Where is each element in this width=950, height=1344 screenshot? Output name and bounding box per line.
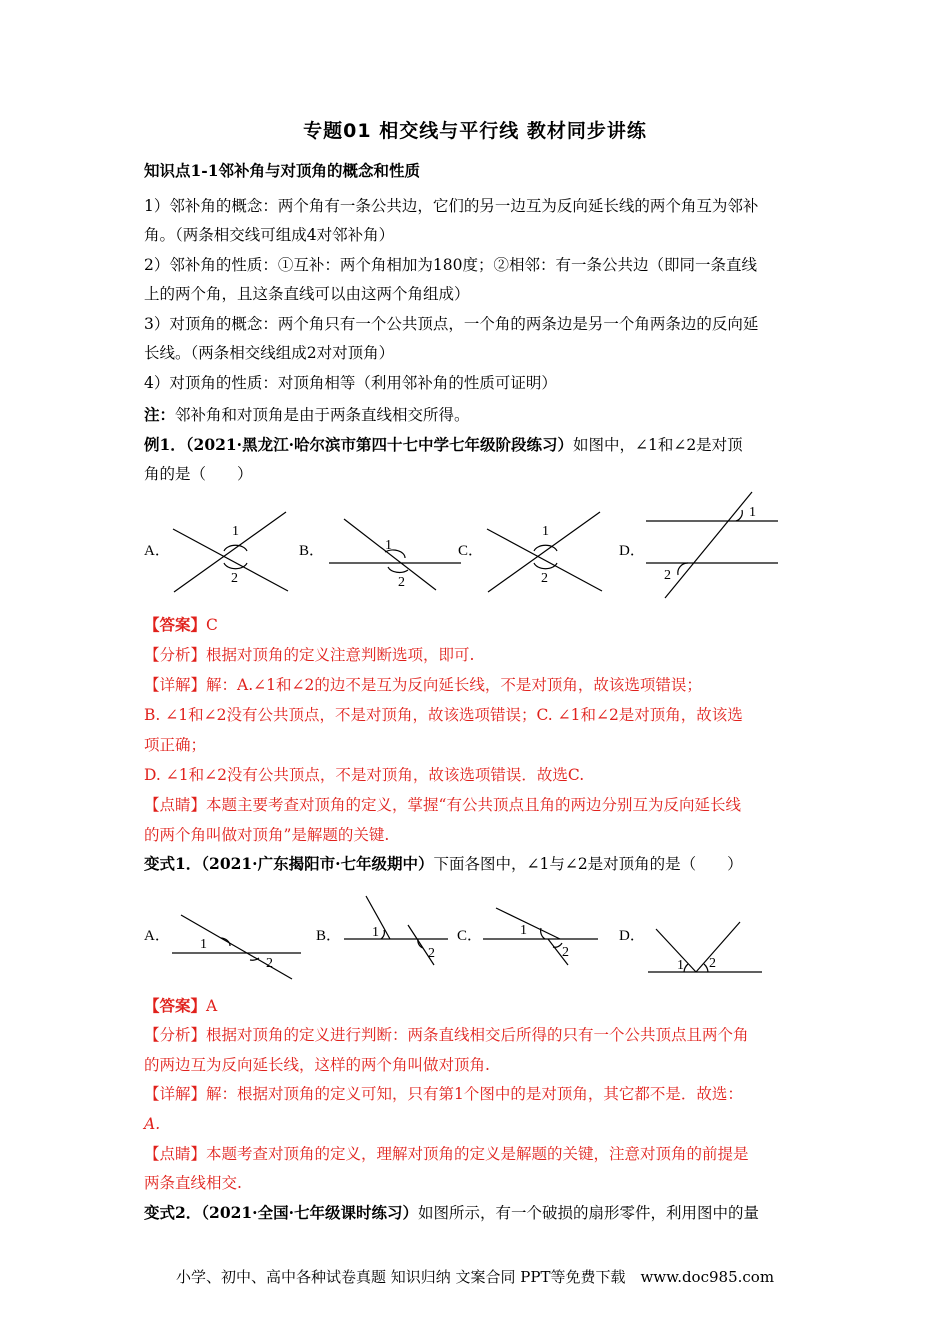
v1-C-label-2: 2 — [562, 945, 569, 960]
v1-comment-1 — [144, 1143, 814, 1165]
ex1-C-arc-bottom — [534, 563, 557, 569]
variant2-question — [144, 1202, 814, 1224]
knowledge-p3b: 长线。（两条相交线组成2对对顶角） — [144, 344, 395, 362]
variant2-source: （2021·全国·七年级课时练习） — [201, 1203, 418, 1222]
v1-analysis-1 — [144, 1024, 814, 1046]
knowledge-heading: 知识点1-1邻补角与对顶角的概念和性质 — [144, 161, 421, 180]
v1-analysis-text-1: 根据对顶角的定义进行判断：两条直线相交后所得的只有一个公共顶点且两个角 — [206, 1026, 749, 1044]
ex1-answer — [144, 614, 814, 636]
ex1-C-label-2: 2 — [541, 571, 548, 586]
v1-detail-tag: 【详解】 — [144, 1085, 207, 1103]
knowledge-p2b: 上的两个角，且这条直线可以由这两个角组成） — [144, 285, 470, 303]
ex1-answer-tag: 【答案】 — [144, 615, 207, 634]
ex1-A-line2 — [174, 512, 286, 592]
v1-option-b: B． — [316, 928, 342, 944]
variant1-label: 变式1． — [144, 854, 202, 873]
ex1-B-diagonal — [344, 519, 436, 590]
ex1-C-label-1: 1 — [542, 524, 549, 539]
ex1-option-d: D． — [619, 543, 645, 559]
ex1-option-a: A． — [144, 543, 170, 559]
v1-option-d: D． — [619, 928, 645, 944]
knowledge-p1b: 角。（两条相交线可组成4对邻补角） — [144, 226, 395, 244]
ex1-detail-text-1: 解：A.∠1和∠2的边不是互为反向延长线，不是对顶角，故该选项错误； — [206, 676, 702, 694]
ex1-B-label-2: 2 — [398, 575, 405, 590]
v1-detail-2: A. — [144, 1115, 161, 1133]
v1-B-label-1: 1 — [372, 925, 379, 940]
v1-C-diagonal — [496, 908, 560, 939]
ex1-detail-1 — [144, 674, 814, 696]
page-title: 专题01 相交线与平行线 教材同步讲练 — [303, 120, 647, 142]
ex1-detail-tag: 【详解】 — [144, 676, 207, 694]
note-label: 注： — [144, 405, 176, 424]
ex1-detail-3: 项正确； — [144, 736, 207, 754]
v1-D-right — [696, 922, 740, 972]
ex1-analysis-text: 根据对顶角的定义注意判断选项，即可. — [206, 646, 475, 664]
v1-analysis-tag: 【分析】 — [144, 1026, 207, 1044]
note-text: 邻补角和对顶角是由于两条直线相交所得。 — [175, 406, 470, 424]
knowledge-p3a: 3）对顶角的概念：两个角只有一个公共顶点，一个角的两条边是另一个角两条边的反向延 — [144, 315, 759, 333]
v1-D-arc-right — [704, 964, 708, 972]
ex1-analysis-tag: 【分析】 — [144, 646, 207, 664]
ex1-analysis — [144, 644, 814, 666]
v1-option-a: A． — [144, 928, 170, 944]
v1-comment-text-1: 本题考查对顶角的定义，理解对顶角的定义是解题的关键，注意对顶角的前提是 — [206, 1145, 749, 1163]
variant2-label: 变式2． — [144, 1203, 202, 1222]
v1-A-diagonal — [181, 915, 292, 979]
v1-D-arc-left — [684, 964, 688, 972]
v1-answer-value: A — [206, 997, 218, 1015]
ex1-C-arc-top — [534, 545, 557, 551]
ex1-comment-2: 的两个角叫做对顶角”是解题的关键. — [144, 826, 390, 844]
page-footer: 小学、初中、高中各种试卷真题 知识归纳 文案合同 PPT等免费下载 www.doc985.com — [175, 1268, 775, 1286]
example1-question-line2: 角的是（ ） — [144, 465, 253, 483]
variant1-source: （2021·广东揭阳市·七年级期中） — [201, 854, 434, 873]
knowledge-note — [144, 404, 814, 426]
ex1-option-c: C． — [458, 543, 484, 559]
example1-question-line1 — [144, 434, 814, 456]
example1-figures — [0, 490, 950, 605]
ex1-comment-tag: 【点睛】 — [144, 796, 207, 814]
v1-D-label-2: 2 — [709, 956, 716, 971]
variant1-question-text: 下面各图中，∠1与∠2是对顶角的是（ ） — [433, 855, 743, 873]
v1-comment-tag: 【点睛】 — [144, 1145, 207, 1163]
v1-comment-2: 两条直线相交. — [144, 1174, 242, 1192]
knowledge-p4: 4）对顶角的性质：对顶角相等（利用邻补角的性质可证明） — [144, 374, 557, 392]
v1-C-label-1: 1 — [520, 923, 527, 938]
v1-answer — [144, 995, 814, 1017]
ex1-A-label-1: 1 — [232, 524, 239, 539]
v1-A-label-1: 1 — [200, 937, 207, 952]
ex1-D-arc-top — [736, 510, 742, 521]
v1-D-label-1: 1 — [677, 958, 684, 973]
variant2-question-text: 如图所示，有一个破损的扇形零件，利用图中的量 — [417, 1204, 759, 1222]
ex1-A-arc-bottom — [224, 563, 247, 569]
ex1-A-label-2: 2 — [231, 571, 238, 586]
ex1-comment-1 — [144, 794, 814, 816]
ex1-D-label-2: 2 — [664, 568, 671, 583]
ex1-detail-2: B. ∠1和∠2没有公共顶点，不是对顶角，故该选项错误；C. ∠1和∠2是对顶角，故该选 — [144, 706, 743, 724]
v1-analysis-2: 的两边互为反向延长线，这样的两个角叫做对顶角. — [144, 1056, 490, 1074]
v1-D-left — [656, 929, 696, 972]
ex1-option-b: B． — [299, 543, 325, 559]
ex1-D-transversal — [665, 492, 752, 598]
ex1-comment-text-1: 本题主要考查对顶角的定义，掌握“有公共顶点且角的两边分别互为反向延长线 — [206, 796, 741, 814]
variant1-figures — [0, 885, 950, 985]
ex1-answer-value: C — [206, 616, 218, 634]
knowledge-p2a: 2）邻补角的性质：①互补：两个角相加为180度；②相邻：有一条公共边（即同一条直线 — [144, 256, 757, 274]
v1-A-label-2: 2 — [266, 956, 273, 971]
ex1-B-arc-bottom — [388, 567, 408, 572]
ex1-D-arc-bottom — [678, 563, 688, 575]
v1-answer-tag: 【答案】 — [144, 996, 207, 1015]
variant1-question — [144, 853, 814, 875]
example1-question-a: 如图中，∠1和∠2是对顶 — [572, 436, 743, 454]
ex1-D-label-1: 1 — [749, 505, 756, 520]
v1-detail-1 — [144, 1083, 814, 1105]
knowledge-p1a: 1）邻补角的概念：两个角有一条公共边，它们的另一边互为反向延长线的两个角互为邻补 — [144, 197, 759, 215]
v1-B-label-2: 2 — [428, 946, 435, 961]
v1-option-c: C． — [457, 928, 483, 944]
example1-label: 例1． — [144, 435, 186, 454]
v1-detail-text-1: 解：根据对顶角的定义可知，只有第1个图中的是对顶角，其它都不是．故选： — [206, 1085, 743, 1103]
ex1-B-label-1: 1 — [385, 538, 392, 553]
v1-B-arc-top — [381, 930, 384, 939]
ex1-detail-4: D. ∠1和∠2没有公共顶点，不是对顶角，故该选项错误．故选C. — [144, 766, 585, 784]
example1-source: （2021·黑龙江·哈尔滨市第四十七中学七年级阶段练习） — [185, 435, 573, 454]
